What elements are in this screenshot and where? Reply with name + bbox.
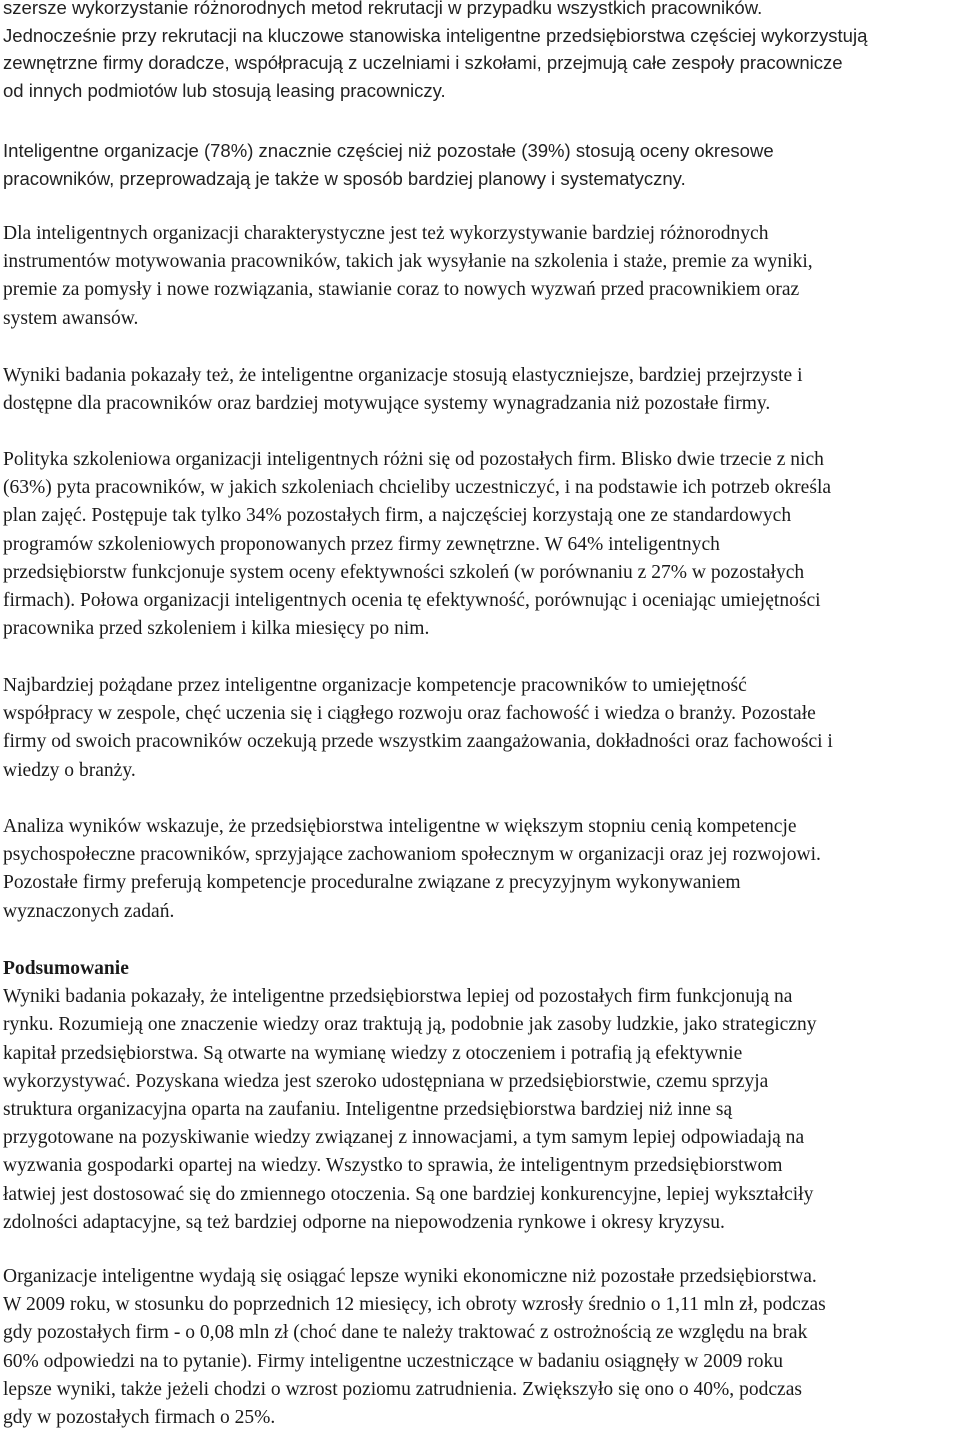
paragraph (3, 672, 960, 785)
text-line: wykorzystywać. Pozyskana wiedza jest szeroko udostępniana w przedsiębiorstwie, czemu sprzyja (3, 1070, 769, 1092)
text-line: (63%) pyta pracowników, w jakich szkoleniach chcieliby uczestniczyć, i na podstawie ich potrzeb określa (3, 477, 832, 499)
paragraph (3, 813, 960, 926)
text-line: gdy pozostałych firm - o 0,08 mln zł (choć dane te należy traktować z ostrożnością ze względu na brak (3, 1322, 808, 1344)
text-line: premie za pomysły i nowe rozwiązania, stawianie coraz to nowych wyzwań przed pracownikiem oraz (3, 279, 800, 301)
text-line: przedsiębiorstw funkcjonuje system oceny efektywności szkoleń (w porównaniu z 27% w pozostałych (3, 561, 805, 583)
text-line: system awansów. (3, 307, 139, 329)
text-line: programów szkoleniowych proponowanych przez firmy zewnętrzne. W 64% inteligentnych (3, 533, 720, 555)
text-line: psychospołeczne pracowników, sprzyjające zachowaniom społecznym w organizacji oraz jej rozwojowi. (3, 844, 821, 866)
text-line: Jednocześnie przy rekrutacji na kluczowe stanowiska inteligentne przedsiębiorstwa częściej wykorzystują (3, 24, 868, 46)
text-line: struktura organizacyjna oparta na zaufaniu. Inteligentne przedsiębiorstwa bardziej niż inne są (3, 1099, 733, 1121)
text-line: od innych podmiotów lub stosują leasing pracowniczy. (3, 79, 446, 101)
text-line: Analiza wyników wskazuje, że przedsiębiorstwa inteligentne w większym stopniu cenią kompetencje (3, 816, 797, 837)
text-line: zdolności adaptacyjne, są też bardziej odporne na niepowodzenia rynkowe i okresy kryzysu. (3, 1211, 725, 1233)
text-line: Pozostałe firmy preferują kompetencje proceduralne związane z precyzyjnym wykonywaniem (3, 872, 741, 894)
text-line: firmach). Połowa organizacji inteligentnych ocenia tę efektywność, porównując i oceniając umiejętności (3, 590, 821, 612)
paragraph (3, 955, 960, 1237)
text-line: Inteligentne organizacje (78%) znacznie częściej niż pozostałe (39%) stosują oceny okresowe (3, 140, 774, 161)
text-line: 60% odpowiedzi na to pytanie). Firmy inteligentne uczestniczące w badaniu osiągnęły w 2009 roku (3, 1350, 784, 1372)
text-line: szersze wykorzystanie różnorodnych metod rekrutacji w przypadku wszystkich pracowników. (3, 0, 763, 18)
text-line: Dla inteligentnych organizacji charakterystyczne jest też wykorzystywanie bardziej różnorodnych (3, 223, 769, 244)
text-line: wyzwania gospodarki opartej na wiedzy. Wszystko to sprawia, że inteligentnym przedsiębiorstwom (3, 1155, 783, 1177)
text-line: lepsze wyniki, także jeżeli chodzi o wzrost poziomu zatrudnienia. Zwiększyło się ono o 40%, podczas (3, 1378, 802, 1400)
text-line: pracowników, przeprowadzają je także w sposób bardziej planowy i systematyczny. (3, 167, 686, 189)
text-line: wyznaczonych zadań. (3, 900, 175, 922)
text-line: rynku. Rozumieją one znaczenie wiedzy oraz traktują ją, podobnie jak zasoby ludzkie, jako strategiczny (3, 1014, 817, 1036)
text-line: Wyniki badania pokazały, że inteligentne przedsiębiorstwa lepiej od pozostałych firm funkcjonują na (3, 986, 793, 1008)
text-line: Organizacje inteligentne wydają się osiągać lepsze wyniki ekonomiczne niż pozostałe przedsiębiorstwa. (3, 1266, 817, 1287)
text-line: Wyniki badania pokazały też, że inteligentne organizacje stosują elastyczniejsze, bardziej przejrzyste i (3, 365, 803, 386)
text-line: zewnętrzne firmy doradcze, współpracują z uczelniami i szkołami, przejmują całe zespoły pracownicze (3, 52, 843, 73)
text-line: przygotowane na pozyskiwanie wiedzy związanej z innowacjami, a tym samym lepiej odpowiadają na (3, 1127, 805, 1149)
text-line: kapitał przedsiębiorstwa. Są otwarte na wymianę wiedzy z otoczeniem i potrafią ją efektywnie (3, 1042, 743, 1064)
paragraph (3, 220, 960, 333)
text-line: Najbardziej pożądane przez inteligentne organizacje kompetencje pracowników to umiejętność (3, 675, 747, 696)
paragraph (3, 0, 960, 104)
paragraph (3, 137, 960, 192)
text-line: łatwiej jest dostosować się do zmiennego otoczenia. Są one bardziej konkurencyjne, lepiej wykształciły (3, 1183, 814, 1205)
text-line: firmy od swoich pracowników oczekują przede wszystkim zaangażowania, dokładności oraz fachowości i (3, 731, 833, 753)
text-line: dostępne dla pracowników oraz bardziej motywujące systemy wynagradzania niż pozostałe firmy. (3, 393, 771, 415)
text-line: współpracy w zespole, chęć uczenia się i ciągłego rozwoju oraz fachowość i wiedza o branży. Pozostałe (3, 703, 816, 725)
text-line: instrumentów motywowania pracowników, takich jak wysyłanie na szkolenia i staże, premie za wyniki, (3, 251, 813, 273)
paragraph (3, 362, 960, 418)
text-line: wiedzy o branży. (3, 759, 136, 781)
paragraph (3, 1263, 960, 1432)
text-line: Polityka szkoleniowa organizacji inteligentnych różni się od pozostałych firm. Blisko dwie trzecie z nich (3, 449, 824, 470)
paragraph (3, 446, 960, 643)
text-line: W 2009 roku, w stosunku do poprzednich 12 miesięcy, ich obroty wzrosły średnio o 1,11 mln zł, podczas (3, 1294, 826, 1316)
text-line: gdy w pozostałych firmach o 25%. (3, 1407, 276, 1429)
text-line: pracownika przed szkoleniem i kilka miesięcy po nim. (3, 618, 430, 640)
section-heading: Podsumowanie (3, 958, 129, 979)
text-line: plan zajęć. Postępuje tak tylko 34% pozostałych firm, a najczęściej korzystają one ze standardowych (3, 505, 792, 527)
